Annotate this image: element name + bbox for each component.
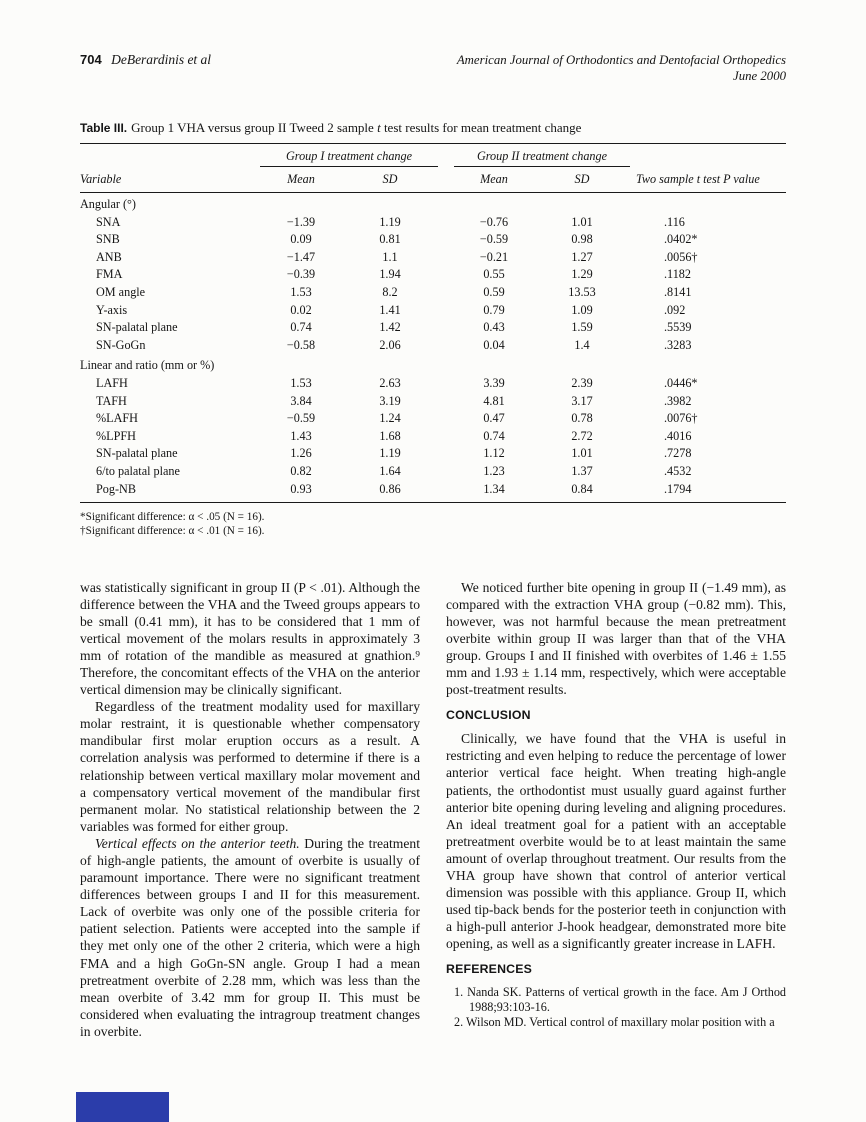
table-row — [80, 231, 786, 249]
cell-g1_mean: −0.39 — [286, 267, 316, 282]
cell-g1_sd: 1.41 — [379, 302, 401, 317]
cell-p: .4532 — [664, 463, 692, 478]
cell-g1_sd: 3.19 — [379, 393, 401, 408]
cell-g2_sd: 3.17 — [571, 393, 593, 408]
cell-p: .116 — [664, 214, 685, 229]
col-header-g1-mean: Mean — [260, 167, 342, 193]
cell-g2_sd: 0.78 — [571, 411, 593, 426]
cell-g2_sd: 1.01 — [571, 446, 593, 461]
footnote-significance-05: *Significant difference: α < .05 (N = 16). — [80, 510, 265, 523]
cell-p: .0402* — [664, 232, 698, 247]
spacer-cell — [438, 481, 454, 503]
cell-g1_mean: −1.39 — [286, 214, 316, 229]
spacer-cell — [80, 144, 260, 167]
table-caption — [80, 120, 786, 136]
cell-g1_sd: 1.19 — [379, 446, 401, 461]
spacer-cell — [438, 319, 454, 337]
cell-variable: %LAFH — [96, 411, 138, 426]
group1-header: Group I treatment change — [260, 144, 438, 167]
table-section-title: Angular (°) — [80, 197, 136, 211]
cell-g2_mean: 1.12 — [483, 446, 505, 461]
running-head — [80, 52, 786, 84]
table-row — [80, 445, 786, 463]
cell-g2_sd: 1.37 — [571, 463, 593, 478]
cell-variable: SNB — [96, 232, 120, 247]
cell-g1_mean: 1.43 — [290, 428, 312, 443]
references-list — [446, 985, 786, 1031]
spacer-cell — [438, 302, 454, 320]
spacer-cell — [438, 463, 454, 481]
cell-g1_sd: 1.19 — [379, 214, 401, 229]
results-table — [80, 143, 786, 503]
running-head-left — [80, 52, 211, 68]
paragraph-text: During the treatment of high-angle patients, the amount of overbite is usually of paramount importance. There were no significant treatment differences between groups I and II for this measurement. Lack of overbite was only one of the possible criteria for patient selection. Patients were accepted into the sample if they met only one of the other 2 criteria, which were a high FMA and a high GoGn-SN angle. Group I had a mean pretreatment overbite of 2.28 mm, which was less than the mean overbite of 3.42 mm for group II. This must be considered when evaluating the intragroup treatment changes in overbite. — [80, 835, 420, 1039]
cell-variable: Pog-NB — [80, 481, 260, 503]
cell-g2_sd: 13.53 — [568, 284, 596, 299]
reference-number: 1. — [454, 984, 468, 999]
cell-variable: %LPFH — [96, 428, 136, 443]
cell-g2_mean: 4.81 — [483, 393, 505, 408]
col-header-g2-sd: SD — [534, 167, 630, 193]
cell-g2_mean: 0.55 — [483, 267, 505, 282]
cell-g2_sd: 1.4 — [574, 337, 590, 352]
cell-g2_mean: 1.34 — [454, 481, 534, 503]
col-header-pvalue: Two sample t test P value — [630, 167, 786, 193]
cell-g1_mean: 0.74 — [290, 320, 312, 335]
table-label: Table III. — [80, 121, 128, 135]
cell-variable: LAFH — [96, 375, 128, 390]
table-head — [80, 144, 786, 193]
reference-text: Nanda SK. Patterns of vertical growth in the face. Am J Orthod 1988;93:103-16. — [467, 984, 787, 1014]
cell-g1_sd: 1.42 — [379, 320, 401, 335]
cell-g1_mean: 0.93 — [260, 481, 342, 503]
cell-g2_sd: 1.29 — [571, 267, 593, 282]
cell-g1_sd: 1.24 — [379, 411, 401, 426]
table-caption-text-1: Group 1 VHA versus group II Tweed 2 sample — [131, 120, 378, 135]
paragraph: was statistically significant in group II (P < .01). Although the difference between the VHA and the Tweed groups appears to be small (0.41 mm), it has to be considered that 1 mm of vertical movement of the molars results in approximately 3 mm of rotation of the mandible as measured at gnathion.⁹ Therefore, the concomitant effects of the VHA on the anterior vertical dimension may be clinically significant. — [80, 579, 420, 698]
cell-g2_mean: 3.39 — [483, 375, 505, 390]
spacer-cell — [438, 231, 454, 249]
running-head-right — [457, 52, 786, 84]
cell-p: .3982 — [664, 393, 692, 408]
heading-references: REFERENCES — [446, 962, 533, 977]
spacer-cell — [438, 428, 454, 446]
spacer-cell — [438, 266, 454, 284]
table-row — [80, 249, 786, 267]
cell-g2_mean: 1.23 — [483, 463, 505, 478]
cell-g2_mean: 0.59 — [483, 284, 505, 299]
cell-g2_sd: 0.84 — [534, 481, 630, 503]
cell-g2_sd: 1.27 — [571, 249, 593, 264]
cell-g2_sd: 1.59 — [571, 320, 593, 335]
cell-p: .5539 — [664, 320, 692, 335]
left-column — [80, 579, 420, 1041]
page-number: 704 — [80, 52, 102, 67]
cell-g1_sd: 1.94 — [379, 267, 401, 282]
cell-g1_mean: −0.59 — [286, 411, 316, 426]
cell-g1_sd: 8.2 — [382, 284, 398, 299]
column-header-row — [80, 167, 786, 193]
table-row — [80, 481, 786, 503]
cell-g1_sd: 1.68 — [379, 428, 401, 443]
cell-g2_sd: 1.01 — [571, 214, 593, 229]
spacer-cell — [438, 337, 454, 355]
cell-variable: OM angle — [96, 284, 146, 299]
table-row — [80, 302, 786, 320]
reference-item — [454, 1015, 786, 1030]
cell-variable: Y-axis — [96, 302, 128, 317]
cell-g1_mean: 1.53 — [290, 375, 312, 390]
cell-g2_sd: 2.39 — [571, 375, 593, 390]
cell-g1_mean: 0.09 — [290, 232, 312, 247]
cell-g1_sd: 1.1 — [382, 249, 398, 264]
cell-p: .0446* — [664, 375, 698, 390]
table-row — [80, 428, 786, 446]
footnote-significance-01: †Significant difference: α < .01 (N = 16). — [80, 525, 265, 537]
spacer-cell — [438, 167, 454, 193]
spacer-cell — [438, 410, 454, 428]
spacer-cell — [438, 393, 454, 411]
table-row — [80, 284, 786, 302]
cell-variable: SN-palatal plane — [96, 446, 178, 461]
cell-p: .7278 — [664, 446, 692, 461]
cell-variable: SNA — [96, 214, 121, 229]
paragraph: We noticed further bite opening in group II (−1.49 mm), as compared with the extraction VHA group (−0.82 mm). This, however, was not harmful because the mean pretreatment overbite within group II was larger than that of the VHA group. Groups I and II finished with overbites of 1.46 ± 1.55 mm and 1.93 ± 1.14 mm, respectively, which were acceptable post-treatment results. — [446, 579, 786, 698]
cell-g2_mean: −0.21 — [479, 249, 509, 264]
issue-date: June 2000 — [733, 69, 786, 83]
table-footnotes — [80, 510, 786, 539]
cell-variable: SN-palatal plane — [96, 320, 178, 335]
cell-g1_mean: −1.47 — [286, 249, 316, 264]
cell-p: .8141 — [664, 284, 692, 299]
cell-g1_sd: 2.63 — [379, 375, 401, 390]
cell-g1_mean: 1.26 — [290, 446, 312, 461]
table-row — [80, 393, 786, 411]
spacer-cell — [438, 284, 454, 302]
cell-g1_sd: 2.06 — [379, 337, 401, 352]
table-row — [80, 319, 786, 337]
cell-g2_sd: 0.98 — [571, 232, 593, 247]
cell-p: .092 — [664, 302, 686, 317]
col-header-g2-mean: Mean — [454, 167, 534, 193]
paragraph — [80, 835, 420, 1040]
cell-g2_sd: 1.09 — [571, 302, 593, 317]
cell-g2_mean: 0.74 — [483, 428, 505, 443]
table-row — [80, 463, 786, 481]
group-header-row — [80, 144, 786, 167]
table-row — [80, 375, 786, 393]
reference-number: 2. — [454, 1015, 466, 1030]
table-row — [80, 214, 786, 232]
cell-g1_mean: 3.84 — [290, 393, 312, 408]
right-column — [446, 579, 786, 1041]
table-section-row — [80, 193, 786, 214]
table-row — [80, 337, 786, 355]
cell-g1_sd: 1.64 — [379, 463, 401, 478]
paragraph-lead-italic: Vertical effects on the anterior teeth. — [95, 835, 300, 851]
group2-header: Group II treatment change — [454, 144, 630, 167]
cell-g1_sd: 0.81 — [379, 232, 401, 247]
cell-p: .1794 — [630, 481, 786, 503]
spacer-cell — [438, 214, 454, 232]
table-section-title: Linear and ratio (mm or %) — [80, 358, 215, 373]
cell-variable: TAFH — [96, 393, 127, 408]
paragraph: Regardless of the treatment modality used for maxillary molar restraint, it is questionable whether compensatory mandibular first molar eruption occurs as a result. A correlation analysis was performed to determine if there is a relationship between vertical maxillary molar movement and a compensatory vertical movement of the mandibular first permanent molar. No statistical relationship between the 2 variables was formed for either group. — [80, 699, 420, 834]
cell-g2_mean: −0.76 — [479, 214, 509, 229]
cell-p: .1182 — [664, 267, 691, 282]
table-caption-text-2: test results for mean treatment change — [380, 120, 582, 135]
spacer-cell — [438, 375, 454, 393]
reference-text: Wilson MD. Vertical control of maxillary molar position with a — [465, 1015, 775, 1030]
cell-g1_mean: 0.82 — [290, 463, 312, 478]
table-iii-block — [80, 120, 786, 539]
cell-g2_sd: 2.72 — [571, 428, 593, 443]
cell-g1_mean: −0.58 — [286, 337, 316, 352]
cell-p: .0056† — [664, 249, 698, 264]
spacer-cell — [438, 144, 454, 167]
cell-g2_mean: 0.04 — [483, 337, 505, 352]
cell-p: .4016 — [664, 428, 692, 443]
spacer-cell — [438, 249, 454, 267]
cell-g1_sd: 0.86 — [342, 481, 438, 503]
blue-bar-scan-artifact — [76, 1092, 169, 1122]
reference-item — [454, 985, 786, 1016]
paragraph: Clinically, we have found that the VHA is useful in restricting and even helping to reduce the percentage of lower anterior vertical face height. When treating high-angle patients, the orthodontist must usually guard against further anterior bite opening during leveling and aligning procedures. An ideal treatment goal for a patient with an acceptable pretreatment overbite would be to at least maintain the same amount of overlap throughout treatment. Our results from the VHA group have shown that control of anterior vertical dimension was possible with this appliance. Group II, which used tip-back bends for the posterior teeth in conjunction with a high-pull anterior J-hook headgear, demonstrated more bite opening, as well as a significantly greater increase in LAFH. — [446, 731, 786, 952]
cell-variable: 6/to palatal plane — [96, 463, 180, 478]
cell-variable: ANB — [96, 249, 122, 264]
running-authors: DeBerardinis et al — [111, 52, 212, 67]
heading-conclusion: CONCLUSION — [446, 708, 531, 723]
cell-g2_mean: 0.43 — [483, 320, 505, 335]
journal-title: American Journal of Orthodontics and Dentofacial Orthopedics — [456, 53, 786, 67]
cell-g1_mean: 1.53 — [290, 284, 312, 299]
table-row — [80, 410, 786, 428]
cell-variable: SN-GoGn — [96, 337, 146, 352]
cell-p: .0076† — [664, 411, 698, 426]
col-header-g1-sd: SD — [342, 167, 438, 193]
article-body — [80, 579, 786, 1041]
col-header-variable: Variable — [80, 167, 260, 193]
table-row — [80, 266, 786, 284]
table-section-row — [80, 354, 786, 375]
table-caption-italic-t: t — [377, 120, 381, 135]
cell-variable: FMA — [96, 267, 123, 282]
cell-p: .3283 — [664, 337, 692, 352]
cell-g1_mean: 0.02 — [290, 302, 312, 317]
spacer-cell — [438, 445, 454, 463]
cell-g2_mean: −0.59 — [479, 232, 509, 247]
table-body — [80, 193, 786, 503]
cell-g2_mean: 0.47 — [483, 411, 505, 426]
spacer-cell — [630, 144, 786, 167]
cell-g2_mean: 0.79 — [483, 302, 505, 317]
